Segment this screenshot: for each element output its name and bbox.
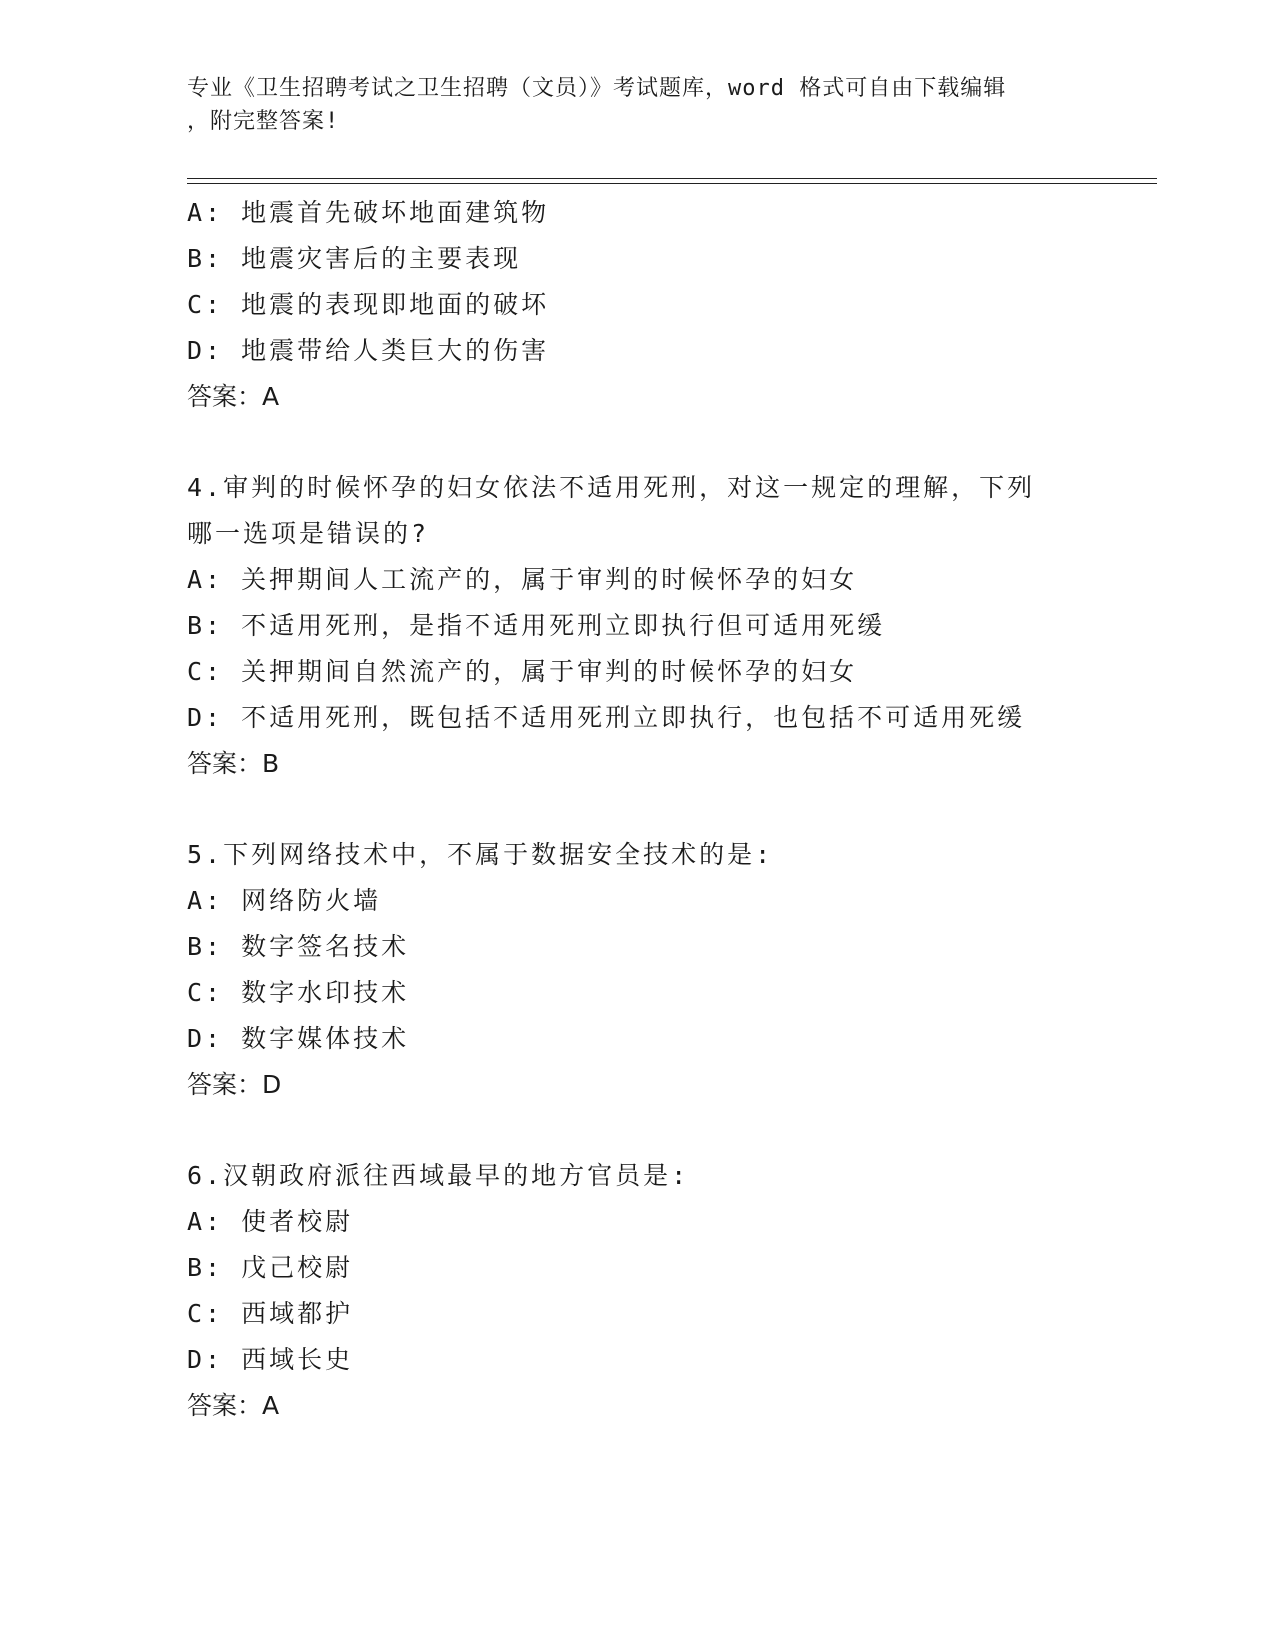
option-a: A: 地震首先破坏地面建筑物 xyxy=(187,198,550,227)
header-line-2: ，附完整答案! xyxy=(187,109,340,134)
section-gap xyxy=(187,420,1157,465)
question-text-line-2: 哪一选项是错误的? xyxy=(187,519,430,548)
question-4 xyxy=(187,465,1157,787)
header-line-1: 专业《卫生招聘考试之卫生招聘（文员）》考试题库，word 格式可自由下载编辑 xyxy=(187,76,1007,101)
option-b: B: 数字签名技术 xyxy=(187,932,410,961)
section-gap xyxy=(187,1108,1157,1153)
option-a: A: 使者校尉 xyxy=(187,1207,354,1236)
document-header xyxy=(187,72,1087,138)
answer: 答案：A xyxy=(187,1391,280,1420)
section-gap xyxy=(187,787,1157,832)
question-6 xyxy=(187,1153,1157,1429)
option-d: D: 西域长史 xyxy=(187,1345,354,1374)
header-divider xyxy=(187,178,1157,184)
option-c: C: 西域都护 xyxy=(187,1299,354,1328)
answer: 答案：D xyxy=(187,1070,282,1099)
option-d: D: 地震带给人类巨大的伤害 xyxy=(187,336,550,365)
option-d: D: 数字媒体技术 xyxy=(187,1024,410,1053)
question-text: 5.下列网络技术中，不属于数据安全技术的是: xyxy=(187,840,774,869)
option-c: C: 数字水印技术 xyxy=(187,978,410,1007)
question-text: 6.汉朝政府派往西域最早的地方官员是: xyxy=(187,1161,690,1190)
option-b: B: 戊己校尉 xyxy=(187,1253,354,1282)
question-5 xyxy=(187,832,1157,1108)
answer: 答案：A xyxy=(187,382,280,411)
option-d: D: 不适用死刑，既包括不适用死刑立即执行，也包括不可适用死缓 xyxy=(187,703,1026,732)
question-text-line-1: 4.审判的时候怀孕的妇女依法不适用死刑，对这一规定的理解，下列 xyxy=(187,473,1036,502)
answer: 答案：B xyxy=(187,749,280,778)
option-b: B: 地震灾害后的主要表现 xyxy=(187,244,522,273)
option-c: C: 关押期间自然流产的，属于审判的时候怀孕的妇女 xyxy=(187,657,858,686)
option-c: C: 地震的表现即地面的破坏 xyxy=(187,290,550,319)
option-b: B: 不适用死刑，是指不适用死刑立即执行但可适用死缓 xyxy=(187,611,886,640)
question-3 xyxy=(187,190,1157,420)
question-list xyxy=(187,190,1157,1429)
option-a: A: 网络防火墙 xyxy=(187,886,382,915)
option-a: A: 关押期间人工流产的，属于审判的时候怀孕的妇女 xyxy=(187,565,858,594)
